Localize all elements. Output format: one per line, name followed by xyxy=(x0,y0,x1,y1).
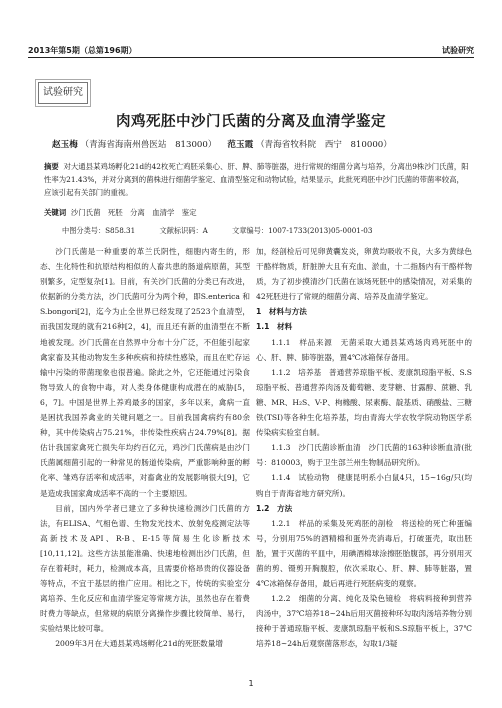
abstract-label: 摘要 xyxy=(44,162,59,171)
right-column xyxy=(256,244,472,652)
abstract xyxy=(44,160,470,199)
clc-number: 中图分类号：S858.31 xyxy=(62,226,136,235)
section-heading-1-1: 1.1 材料 xyxy=(256,322,293,332)
section-heading-1-2: 1.2 方法 xyxy=(256,503,293,513)
keywords-text: 沙门氏菌 死胚 分离 血清学 鉴定 xyxy=(70,208,197,217)
section-heading-1: 1 材料与方法 xyxy=(256,307,307,317)
intro-paragraph-1: 沙门氏菌是一种重要的革兰氏阴性，细胞内寄生的，形态、生化特性和抗原结构相似的人畜共患的肠道病原菌，其型别繁多，定型复杂[1]。目前，有关沙门氏菌的分类已有改进，依据新的分类方法，沙门氏菌可分为两个种，即S.enterica 和S.bongori[2]，迄今为止全世界已经发现了2523个血清型，而我国发现的就有216种[2，4]，而且还有新的血清型在不断地被发现。沙门氏菌在自然界中分布十分广泛，不但能引起家禽家畜及其他动物发生多种疾病和持续性感染，而且在贮存运输中污染的带菌现象也很普遍。除此之外，它还能通过污染食物导致人的食物中毒，对人类身体健康构成潜在的威胁[5，6，7]。中国是世界上养鸡最多的国家，多年以来，禽病一直是困扰我国养禽业的关键问题之一。目前我国禽病约有80余种，其中传染病占75.21%，非传染性疾病占24.79%[8]。据估计我国家禽死亡损失年均约百亿元，鸡沙门氏菌病是由沙门氏菌属细菌引起的一种常见的肠道传染病，严重影响种蛋的孵化率、雏鸡存活率和成活率，对畜禽业的发展影响很大[9]，它是造成我国家禽成活率不高的一个主要原因。 xyxy=(40,247,250,498)
page-number: 1 xyxy=(248,679,254,688)
section-tag: 试验研究 xyxy=(38,82,88,104)
paragraph-1-1-4: 1.1.4 试验动物 健康昆明系小白鼠4只，15~16g/只(均购自于青海省地方研究所)。 xyxy=(256,473,472,498)
author-line xyxy=(52,138,472,150)
article-id: 文章编号：1007-1733(2013)05-0001-03 xyxy=(232,226,373,235)
article-title: 肉鸡死胚中沙门氏菌的分离及血清学鉴定 xyxy=(116,114,386,130)
abstract-text: 对大通县某鸡场孵化21d的42枚死亡鸡胚采集心、肝、脾、肺等脏器，进行常规的细菌分离与培养，分离出9株沙门氏菌，阳性率为21.43%，并对分离到的菌株进行细菌学鉴定、血清型鉴定和动物试验，结果显示，此批死鸡胚中沙门氏菌的带菌率较高，应该引起有关部门的重视。 xyxy=(44,162,469,197)
author-1: 赵玉梅 xyxy=(52,140,78,150)
classification-line xyxy=(62,226,470,236)
running-header xyxy=(28,43,474,57)
left-column xyxy=(40,244,250,652)
keywords xyxy=(44,207,470,218)
paragraph-1-1-3: 1.1.3 沙门氏菌诊断血清 沙门氏菌的163种诊断血清(批号：810003，购于卫生部兰州生物制品研究所)。 xyxy=(256,443,472,468)
section-label: 试验研究 xyxy=(442,46,474,55)
paragraph-1-2-1: 1.2.1 样品的采集及死鸡胚的剖检 将送检的死亡种蛋编号，分别用75%的酒精棉和蛋外壳消毒后，打破蛋壳，取出胚胎，置于灭菌的平皿中，用碘酒棉球涂擦胚胎腹部，再分别用灭菌的剪、镊剪开胸腹腔，依次采取心、肝、脾、肺等脏器，置4℃冰箱保存备用，最后再进行死胚病变的观察。 xyxy=(256,518,472,589)
intro-paragraph-2: 目前，国内外学者已建立了多种快速检测沙门氏菌的方法，有ELISA、气相色谱、生物发光技术、放射免疫测定法等高新技术及API、R-B、E-15等简易生化诊断技术[10,11,12]。这些方法虽能准确、快速地检测出沙门氏菌，但存在着耗时，耗力，检测成本高，且需要价格昂贵的仪器设备等特点，不宜于基层的推广应用。相比之下，传统的实验室分离培养、生化反应和血清学鉴定等常规方法，虽然也存在着费时费力等缺点，但常规的病原分离操作步骤比较简单、易行，实验结果比较可靠。 xyxy=(40,503,250,634)
author-2: 范玉霞 xyxy=(227,140,254,150)
issue-label: 2013年第5期（总第196期） xyxy=(28,46,137,55)
document-code: 文献标识码：A xyxy=(159,226,208,235)
paragraph-1-1-2: 1.1.2 培养基 普通营养琼脂平板、麦康凯琼脂平板、S.S琼脂平板、普通营养肉汤及葡萄糖、麦芽糖、甘露醇、蔗糖、乳糖、MR、H₂S、V-P、枸橼酸、尿素酶、靛基质、硝酸盐、三糖铁(TSI)等各种生化培养基，均由青海大学农牧学院动物医学系传染病实验室自制。 xyxy=(256,367,472,438)
intro-paragraph-3: 2009年3月在大通县某鸡场孵化21d的死胚数量增 xyxy=(55,639,223,649)
intro-continuation: 加，经剖检后可见卵黄囊发炎，卵黄均吸收不良，大多为黄绿色干酪样物质，肝脏肿大且有充血、淤血，十二指肠内有干酪样物质，为了初步摸清沙门氏菌在该场死胚中的感染情况，对采集的42死胚进行了常规的细菌分离、培养及血清学鉴定。 xyxy=(256,247,472,302)
affiliation-1: （青海省海南州兽医站 813000） xyxy=(80,140,217,150)
affiliation-2: （青海省牧科院 西宁 810000） xyxy=(255,140,392,150)
keywords-label: 关键词 xyxy=(44,208,67,217)
paragraph-1-1-1: 1.1.1 样品来源 无菌采取大通县某鸡场肉鸡死胚中的心、肝、脾、肺等脏器，置4℃冰箱保存备用。 xyxy=(256,337,472,362)
paragraph-1-2-2: 1.2.2 细菌的分离、纯化及染色镜检 将病料接种到营养肉汤中，37℃培养18~24h后用灭菌接种环勾取肉汤培养物分别接种于普通琼脂平板、麦康凯琼脂平板和S.S琼脂平板上，37℃培养18~24h后观察菌落形态，勾取1/3疑 xyxy=(256,594,472,649)
header-divider xyxy=(28,57,474,58)
